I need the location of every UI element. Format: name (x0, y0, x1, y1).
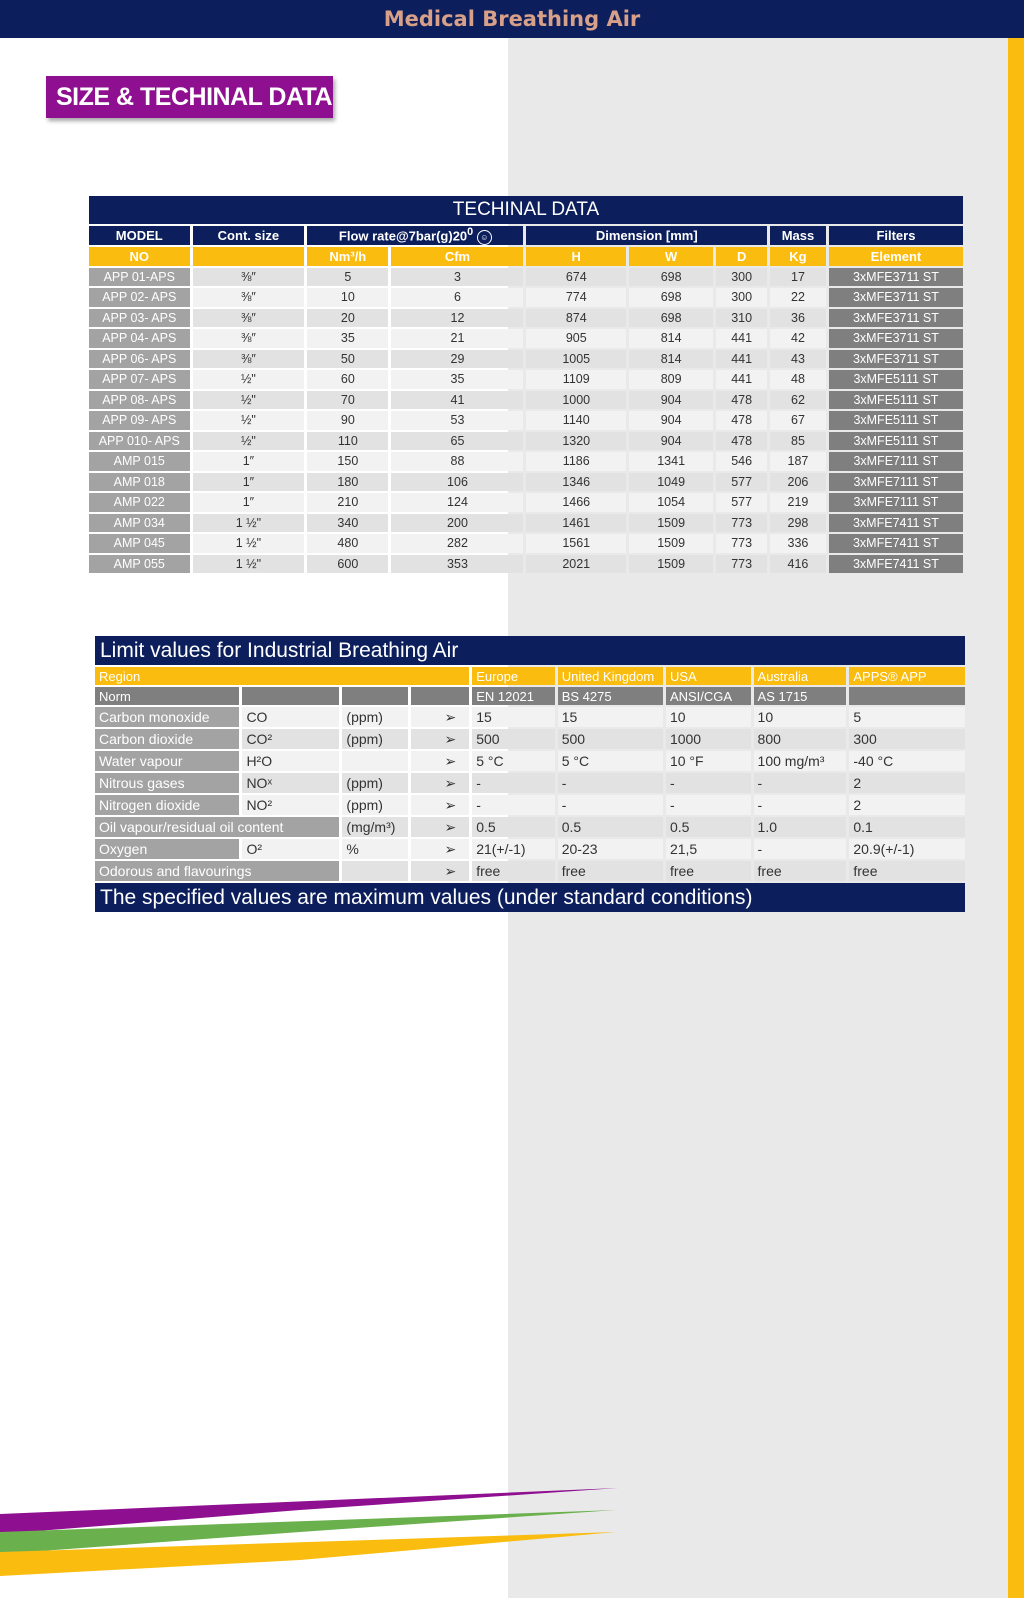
model-cell: AMP 045 (89, 534, 190, 553)
parameter-name: Oxygen (95, 839, 239, 859)
parameter-name: Water vapour (95, 751, 239, 771)
limit-table-body (95, 707, 965, 881)
tech-table-row (89, 493, 963, 512)
tech-table-row (89, 350, 963, 369)
data-cell: 10 (307, 288, 388, 307)
filter-cell: 3xMFE3711 ST (829, 288, 963, 307)
model-cell: APP 02- APS (89, 288, 190, 307)
col-filters: Filters (829, 226, 963, 245)
model-cell: APP 06- APS (89, 350, 190, 369)
limit-value-cell: free (558, 861, 663, 881)
data-cell: 1109 (526, 370, 626, 389)
filter-cell: 3xMFE7411 ST (829, 534, 963, 553)
data-cell: 1509 (629, 555, 713, 574)
region-cell: Europe (472, 667, 555, 685)
data-cell: 1341 (629, 452, 713, 471)
data-cell: ⅜″ (193, 329, 305, 348)
data-cell: 85 (770, 432, 826, 451)
data-cell: 21 (391, 329, 523, 348)
data-cell: 336 (770, 534, 826, 553)
limit-value-cell: 10 (666, 707, 751, 727)
col-dimension: Dimension [mm] (526, 226, 767, 245)
data-cell: 310 (716, 309, 767, 328)
col-mass: Mass (770, 226, 826, 245)
filter-cell: 3xMFE7111 ST (829, 493, 963, 512)
data-cell: 187 (770, 452, 826, 471)
limit-table-row (95, 707, 965, 727)
col-model: MODEL (89, 226, 190, 245)
parameter-name: Carbon monoxide (95, 707, 239, 727)
tech-table-row (89, 452, 963, 471)
data-cell: 773 (716, 555, 767, 574)
norm-cell: AS 1715 (754, 687, 847, 705)
data-cell: ½" (193, 432, 305, 451)
tech-table-row (89, 309, 963, 328)
data-cell: 1″ (193, 493, 305, 512)
data-cell: 478 (716, 411, 767, 430)
tech-table-title: TECHINAL DATA (89, 196, 963, 224)
data-cell: 17 (770, 268, 826, 287)
norm-row (95, 687, 965, 705)
model-cell: APP 01-APS (89, 268, 190, 287)
data-cell: ⅜″ (193, 309, 305, 328)
norm-cell: BS 4275 (558, 687, 663, 705)
data-cell: 904 (629, 411, 713, 430)
limit-value-cell: 100 mg/m³ (754, 751, 847, 771)
data-cell: 441 (716, 370, 767, 389)
data-cell: 29 (391, 350, 523, 369)
data-cell: 674 (526, 268, 626, 287)
tech-table-row (89, 288, 963, 307)
section-title: SIZE & TECHINAL DATA (46, 76, 333, 118)
data-cell: 2021 (526, 555, 626, 574)
limit-table-row (95, 817, 965, 837)
formula-cell: CO (242, 707, 339, 727)
arrow-icon: ➢ (411, 861, 469, 881)
data-cell: 150 (307, 452, 388, 471)
data-cell: 1509 (629, 514, 713, 533)
limit-value-cell: - (754, 795, 847, 815)
data-cell: 698 (629, 268, 713, 287)
data-cell: 50 (307, 350, 388, 369)
arrow-icon: ➢ (411, 707, 469, 727)
data-cell: 300 (716, 288, 767, 307)
col-flow-rate: Flow $rate@7bar(g)20^0$ ☺ (307, 226, 523, 245)
data-cell: 809 (629, 370, 713, 389)
data-cell: 106 (391, 473, 523, 492)
data-cell: 48 (770, 370, 826, 389)
data-cell: 773 (716, 534, 767, 553)
data-cell: 905 (526, 329, 626, 348)
norm-blank (411, 687, 469, 705)
data-cell: 6 (391, 288, 523, 307)
model-cell: APP 08- APS (89, 391, 190, 410)
data-cell: 88 (391, 452, 523, 471)
region-cell: APPS® APP (849, 667, 965, 685)
region-cell: Australia (754, 667, 847, 685)
norm-cell: ANSI/CGA (666, 687, 751, 705)
limit-value-cell: - (558, 795, 663, 815)
tech-table-body (89, 268, 963, 574)
sub-h: H (526, 247, 626, 266)
limit-value-cell: free (666, 861, 751, 881)
filter-cell: 3xMFE5111 ST (829, 432, 963, 451)
data-cell: 416 (770, 555, 826, 574)
data-cell: 35 (307, 329, 388, 348)
data-cell: 340 (307, 514, 388, 533)
filter-cell: 3xMFE7411 ST (829, 555, 963, 574)
limit-value-cell: free (754, 861, 847, 881)
filter-cell: 3xMFE3711 ST (829, 309, 963, 328)
parameter-name: Nitrogen dioxide (95, 795, 239, 815)
limit-value-cell: - (558, 773, 663, 793)
unit-cell: (mg/m³) (342, 817, 408, 837)
limit-table-row (95, 751, 965, 771)
limit-value-cell: 21,5 (666, 839, 751, 859)
parameter-name: Odorous and flavourings (95, 861, 339, 881)
data-cell: 600 (307, 555, 388, 574)
data-cell: ½" (193, 391, 305, 410)
limit-value-cell: - (666, 795, 751, 815)
data-cell: 1466 (526, 493, 626, 512)
data-cell: 904 (629, 391, 713, 410)
data-cell: 1054 (629, 493, 713, 512)
limit-value-cell: 1.0 (754, 817, 847, 837)
data-cell: 124 (391, 493, 523, 512)
limit-value-cell: 5 °C (472, 751, 555, 771)
formula-cell: O² (242, 839, 339, 859)
sub-element: Element (829, 247, 963, 266)
unit-cell: (ppm) (342, 707, 408, 727)
data-cell: 904 (629, 432, 713, 451)
limit-value-cell: 2 (849, 773, 965, 793)
model-cell: APP 010- APS (89, 432, 190, 451)
model-cell: APP 04- APS (89, 329, 190, 348)
data-cell: 478 (716, 432, 767, 451)
limit-value-cell: 21(+/-1) (472, 839, 555, 859)
tech-table-row (89, 370, 963, 389)
formula-cell: NO² (242, 795, 339, 815)
data-cell: 1 ½" (193, 555, 305, 574)
smiley-icon: ☺ (477, 230, 492, 245)
limit-value-cell: 1000 (666, 729, 751, 749)
arrow-icon: ➢ (411, 729, 469, 749)
limit-value-cell: 15 (558, 707, 663, 727)
data-cell: 41 (391, 391, 523, 410)
data-cell: 200 (391, 514, 523, 533)
data-cell: 480 (307, 534, 388, 553)
page-header (0, 0, 1024, 38)
data-cell: 698 (629, 288, 713, 307)
data-cell: 3 (391, 268, 523, 287)
filter-cell: 3xMFE7411 ST (829, 514, 963, 533)
tech-table-row (89, 329, 963, 348)
data-cell: 20 (307, 309, 388, 328)
data-cell: 814 (629, 329, 713, 348)
tech-table-row (89, 473, 963, 492)
filter-cell: 3xMFE3711 ST (829, 268, 963, 287)
filter-cell: 3xMFE3711 ST (829, 329, 963, 348)
filter-cell: 3xMFE5111 ST (829, 391, 963, 410)
yellow-edge-stripe (1008, 38, 1024, 1598)
region-cell: USA (666, 667, 751, 685)
data-cell: ⅜″ (193, 350, 305, 369)
filter-cell: 3xMFE7111 ST (829, 473, 963, 492)
limit-value-cell: 0.5 (472, 817, 555, 837)
limit-value-cell: - (472, 795, 555, 815)
data-cell: 353 (391, 555, 523, 574)
data-cell: 1 ½" (193, 514, 305, 533)
limit-value-cell: 20-23 (558, 839, 663, 859)
data-cell: 90 (307, 411, 388, 430)
model-cell: APP 03- APS (89, 309, 190, 328)
model-cell: AMP 055 (89, 555, 190, 574)
data-cell: 282 (391, 534, 523, 553)
data-cell: 577 (716, 473, 767, 492)
sub-kg: Kg (770, 247, 826, 266)
data-cell: 22 (770, 288, 826, 307)
data-cell: 210 (307, 493, 388, 512)
formula-cell: NOˣ (242, 773, 339, 793)
data-cell: ½" (193, 411, 305, 430)
data-cell: 1461 (526, 514, 626, 533)
data-cell: 441 (716, 350, 767, 369)
data-cell: 206 (770, 473, 826, 492)
data-cell: 1561 (526, 534, 626, 553)
arrow-icon: ➢ (411, 795, 469, 815)
limit-value-cell: 10 (754, 707, 847, 727)
unit-cell: (ppm) (342, 773, 408, 793)
formula-cell: H²O (242, 751, 339, 771)
limit-value-cell: 5 (849, 707, 965, 727)
col-cont-size: Cont. size (193, 226, 305, 245)
limit-table-title: Limit values for Industrial Breathing Air (95, 636, 965, 665)
region-row (95, 667, 965, 685)
data-cell: 62 (770, 391, 826, 410)
limit-value-cell: 20.9(+/-1) (849, 839, 965, 859)
decorative-swooshes (0, 1488, 640, 1598)
limit-value-cell: 2 (849, 795, 965, 815)
limit-value-cell: 800 (754, 729, 847, 749)
data-cell: 35 (391, 370, 523, 389)
model-cell: APP 09- APS (89, 411, 190, 430)
data-cell: 43 (770, 350, 826, 369)
norm-blank (242, 687, 339, 705)
data-cell: 698 (629, 309, 713, 328)
sub-d: D (716, 247, 767, 266)
data-cell: ⅜″ (193, 268, 305, 287)
norm-label: Norm (95, 687, 239, 705)
arrow-icon: ➢ (411, 773, 469, 793)
model-cell: APP 07- APS (89, 370, 190, 389)
limit-value-cell: - (666, 773, 751, 793)
limit-value-cell: -40 °C (849, 751, 965, 771)
unit-cell: (ppm) (342, 795, 408, 815)
filter-cell: 3xMFE7111 ST (829, 452, 963, 471)
data-cell: 1509 (629, 534, 713, 553)
data-cell: ½" (193, 370, 305, 389)
limit-value-cell: 15 (472, 707, 555, 727)
data-cell: 70 (307, 391, 388, 410)
region-cell: United Kingdom (558, 667, 663, 685)
data-cell: 1005 (526, 350, 626, 369)
data-cell: 60 (307, 370, 388, 389)
tech-table-row (89, 534, 963, 553)
tech-table-row (89, 514, 963, 533)
limit-value-cell: 500 (558, 729, 663, 749)
data-cell: ⅜″ (193, 288, 305, 307)
sub-no: NO (89, 247, 190, 266)
data-cell: 1″ (193, 473, 305, 492)
limit-table-row (95, 729, 965, 749)
unit-cell (342, 861, 408, 881)
data-cell: 36 (770, 309, 826, 328)
limit-value-cell: - (754, 773, 847, 793)
unit-cell (342, 751, 408, 771)
limit-table-footer: The specified values are maximum values (under standard conditions) (95, 883, 965, 912)
data-cell: 1 ½" (193, 534, 305, 553)
parameter-name: Carbon dioxide (95, 729, 239, 749)
data-cell: 42 (770, 329, 826, 348)
limit-value-cell: - (472, 773, 555, 793)
data-cell: 219 (770, 493, 826, 512)
data-cell: 546 (716, 452, 767, 471)
sub-nm3h: Nm³/h (307, 247, 388, 266)
data-cell: 5 (307, 268, 388, 287)
page-header-title: Medical Breathing Air (383, 7, 641, 31)
data-cell: 300 (716, 268, 767, 287)
model-cell: AMP 034 (89, 514, 190, 533)
data-cell: 65 (391, 432, 523, 451)
tech-table-row (89, 555, 963, 574)
sub-w: W (629, 247, 713, 266)
limit-value-cell: free (472, 861, 555, 881)
data-cell: 180 (307, 473, 388, 492)
data-cell: 1″ (193, 452, 305, 471)
data-cell: 441 (716, 329, 767, 348)
limit-value-cell: 0.1 (849, 817, 965, 837)
technical-data-table (86, 194, 966, 575)
formula-cell: CO² (242, 729, 339, 749)
data-cell: 53 (391, 411, 523, 430)
data-cell: 1000 (526, 391, 626, 410)
tech-table-row (89, 268, 963, 287)
limit-value-cell: free (849, 861, 965, 881)
sub-empty (193, 247, 305, 266)
data-cell: 874 (526, 309, 626, 328)
filter-cell: 3xMFE5111 ST (829, 370, 963, 389)
model-cell: AMP 018 (89, 473, 190, 492)
limit-value-cell: 300 (849, 729, 965, 749)
model-cell: AMP 022 (89, 493, 190, 512)
region-label: Region (95, 667, 469, 685)
data-cell: 478 (716, 391, 767, 410)
limit-values-table (92, 634, 968, 914)
data-cell: 67 (770, 411, 826, 430)
norm-cell: EN 12021 (472, 687, 555, 705)
model-cell: AMP 015 (89, 452, 190, 471)
limit-table-row (95, 861, 965, 881)
data-cell: 773 (716, 514, 767, 533)
data-cell: 298 (770, 514, 826, 533)
data-cell: 110 (307, 432, 388, 451)
limit-table-row (95, 839, 965, 859)
tech-table-row (89, 432, 963, 451)
parameter-name: Oil vapour/residual oil content (95, 817, 339, 837)
norm-blank (342, 687, 408, 705)
limit-value-cell: - (754, 839, 847, 859)
limit-value-cell: 5 °C (558, 751, 663, 771)
data-cell: 1320 (526, 432, 626, 451)
data-cell: 1049 (629, 473, 713, 492)
limit-value-cell: 10 °F (666, 751, 751, 771)
data-cell: 1140 (526, 411, 626, 430)
data-cell: 774 (526, 288, 626, 307)
unit-cell: % (342, 839, 408, 859)
data-cell: 1186 (526, 452, 626, 471)
data-cell: 577 (716, 493, 767, 512)
parameter-name: Nitrous gases (95, 773, 239, 793)
sub-cfm: Cfm (391, 247, 523, 266)
arrow-icon: ➢ (411, 817, 469, 837)
tech-table-row (89, 391, 963, 410)
filter-cell: 3xMFE3711 ST (829, 350, 963, 369)
limit-table-row (95, 795, 965, 815)
limit-value-cell: 0.5 (666, 817, 751, 837)
unit-cell: (ppm) (342, 729, 408, 749)
data-cell: 12 (391, 309, 523, 328)
data-cell: 814 (629, 350, 713, 369)
arrow-icon: ➢ (411, 839, 469, 859)
data-cell: 1346 (526, 473, 626, 492)
limit-value-cell: 500 (472, 729, 555, 749)
arrow-icon: ➢ (411, 751, 469, 771)
filter-cell: 3xMFE5111 ST (829, 411, 963, 430)
tech-table-row (89, 411, 963, 430)
norm-cell (849, 687, 965, 705)
limit-table-row (95, 773, 965, 793)
limit-value-cell: 0.5 (558, 817, 663, 837)
